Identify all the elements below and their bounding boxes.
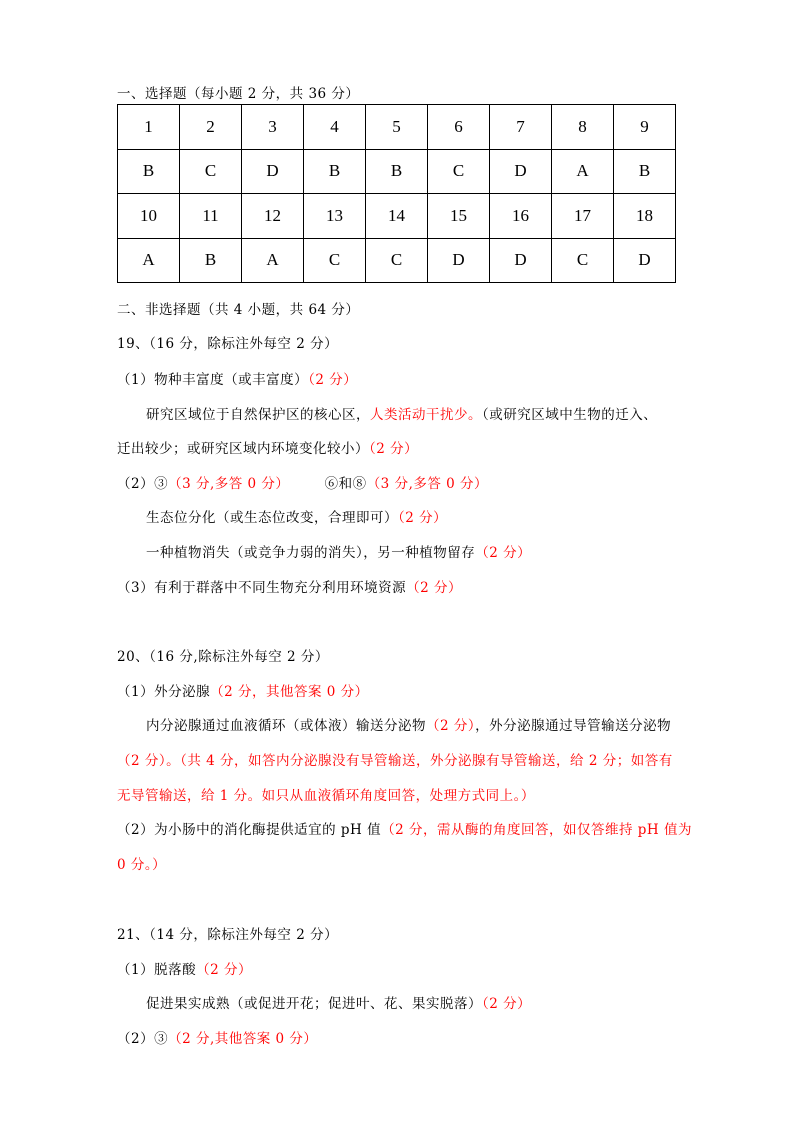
answer-line — [117, 371, 357, 389]
answer-cell: C — [552, 238, 614, 283]
question-number-cell: 14 — [366, 194, 428, 239]
answer-text: 生态位分化（或生态位改变，合理即可） — [146, 510, 398, 526]
answer-line — [117, 440, 418, 458]
scoring-note: （3 分,多答 0 分） — [168, 476, 283, 492]
scoring-note: 0 分。） — [117, 857, 167, 873]
answer-table — [117, 104, 676, 283]
answer-cell: B — [366, 149, 428, 194]
question-number-cell: 10 — [118, 194, 180, 239]
scoring-note: （2 分） — [398, 510, 448, 526]
answer-cell: B — [614, 149, 676, 194]
answer-cell: C — [366, 238, 428, 283]
question-number-cell: 8 — [552, 105, 614, 150]
answer-cell: A — [242, 238, 304, 283]
scoring-note: 无导管输送，给 1 分。如只从血液循环角度回答，处理方式同上。） — [117, 788, 535, 804]
question-number-cell: 12 — [242, 194, 304, 239]
answer-cell: C — [180, 149, 242, 194]
question-number-cell: 3 — [242, 105, 304, 150]
question-number-cell: 2 — [180, 105, 242, 150]
answer-line — [117, 1030, 317, 1048]
scoring-note: （2 分） — [369, 441, 419, 457]
answer-text: 促进果实成熟（或促进开花；促进叶、花、果实脱落） — [146, 996, 482, 1012]
answer-line — [146, 509, 447, 527]
answer-cell: B — [180, 238, 242, 283]
answer-line — [117, 648, 329, 666]
answer-text: （1）物种丰富度（或丰富度） — [117, 372, 309, 388]
question-number-cell: 4 — [304, 105, 366, 150]
answer-text: （3）有利于群落中不同生物充分利用环境资源 — [117, 580, 407, 596]
answer-cell: B — [118, 149, 180, 194]
question-number-row — [118, 105, 676, 150]
answer-cell: D — [614, 238, 676, 283]
answer-cell: C — [428, 149, 490, 194]
scoring-note: （2 分,其他答案 0 分） — [168, 1031, 318, 1047]
question-number-cell: 11 — [180, 194, 242, 239]
question-number-cell: 5 — [366, 105, 428, 150]
answer-text: （1）脱落酸 — [117, 962, 197, 978]
answer-text: ⑥和⑧ — [282, 476, 367, 492]
scoring-note: （2 分） — [196, 962, 252, 978]
answer-text: 19、（16 分，除标注外每空 2 分） — [117, 336, 339, 352]
answer-cell: A — [552, 149, 614, 194]
answer-line — [117, 683, 369, 701]
answer-line — [117, 787, 535, 805]
scoring-note: （2 分，需从酶的角度回答，如仅答维持 pH 值为 — [381, 822, 692, 838]
answer-row — [118, 238, 676, 283]
answer-cell: C — [304, 238, 366, 283]
scoring-note: （2 分） — [426, 718, 476, 734]
answer-text: （或研究区域中生物的迁入、 — [482, 407, 658, 423]
answer-line — [117, 856, 166, 874]
scoring-note: （2 分） — [406, 580, 462, 596]
answer-line — [117, 821, 692, 839]
answer-text: （1）外分泌腺 — [117, 684, 211, 700]
answer-cell: D — [490, 149, 552, 194]
answer-line — [146, 995, 531, 1013]
scoring-note: （2 分） — [308, 372, 358, 388]
scoring-note: （3 分,多答 0 分） — [366, 476, 489, 492]
answer-text: 21、（14 分，除标注外每空 2 分） — [117, 927, 339, 943]
question-number-cell: 17 — [552, 194, 614, 239]
answer-line — [146, 544, 531, 562]
answer-text: 二、非选择题（共 4 小题，共 64 分） — [117, 302, 360, 318]
question-number-cell: 16 — [490, 194, 552, 239]
question-number-cell: 13 — [304, 194, 366, 239]
answer-text: 20、（16 分,除标注外每空 2 分） — [117, 649, 329, 665]
answer-row — [118, 149, 676, 194]
answer-line — [117, 301, 359, 319]
scoring-note: （2 分） — [475, 545, 532, 561]
answer-line — [117, 961, 252, 979]
answer-text: （2）为小肠中的消化酶提供适宜的 pH 值 — [117, 822, 382, 838]
scoring-note: （2 分） — [482, 996, 532, 1012]
answer-cell: D — [490, 238, 552, 283]
scoring-note: （2 分）。（共 4 分，如答内分泌腺没有导管输送，外分泌腺有导管输送，给 2 分；如答有 — [117, 753, 673, 769]
scoring-note: （2 分，其他答案 0 分） — [210, 684, 369, 700]
answer-line — [117, 335, 338, 353]
answer-cell: B — [304, 149, 366, 194]
question-number-cell: 6 — [428, 105, 490, 150]
answer-cell: D — [242, 149, 304, 194]
answer-text: 内分泌腺通过血液循环（或体液）输送分泌物 — [146, 718, 426, 734]
section-1-title: 一、选择题（每小题 2 分，共 36 分） — [117, 86, 360, 102]
question-number-cell: 9 — [614, 105, 676, 150]
answer-line — [146, 717, 671, 735]
answer-line — [117, 475, 488, 493]
answer-text: （2）③ — [117, 1031, 169, 1047]
question-number-cell: 15 — [428, 194, 490, 239]
answer-text: 迁出较少；或研究区域内环境变化较小） — [117, 441, 369, 457]
answer-cell: D — [428, 238, 490, 283]
answer-text: ，外分泌腺通过导管输送分泌物 — [475, 718, 672, 734]
question-number-row — [118, 194, 676, 239]
answer-line — [117, 752, 673, 770]
answer-line — [117, 579, 462, 597]
question-number-cell: 18 — [614, 194, 676, 239]
answer-text: 一种植物消失（或竞争力弱的消失），另一种植物留存 — [146, 545, 476, 561]
answer-text: （2）③ — [117, 476, 169, 492]
answer-line — [146, 406, 657, 424]
answer-cell: A — [118, 238, 180, 283]
question-number-cell: 1 — [118, 105, 180, 150]
answer-text: 研究区域位于自然保护区的核心区， — [146, 407, 370, 423]
question-number-cell: 7 — [490, 105, 552, 150]
answer-line — [117, 926, 338, 944]
scoring-note: 人类活动干扰少。 — [370, 407, 482, 423]
